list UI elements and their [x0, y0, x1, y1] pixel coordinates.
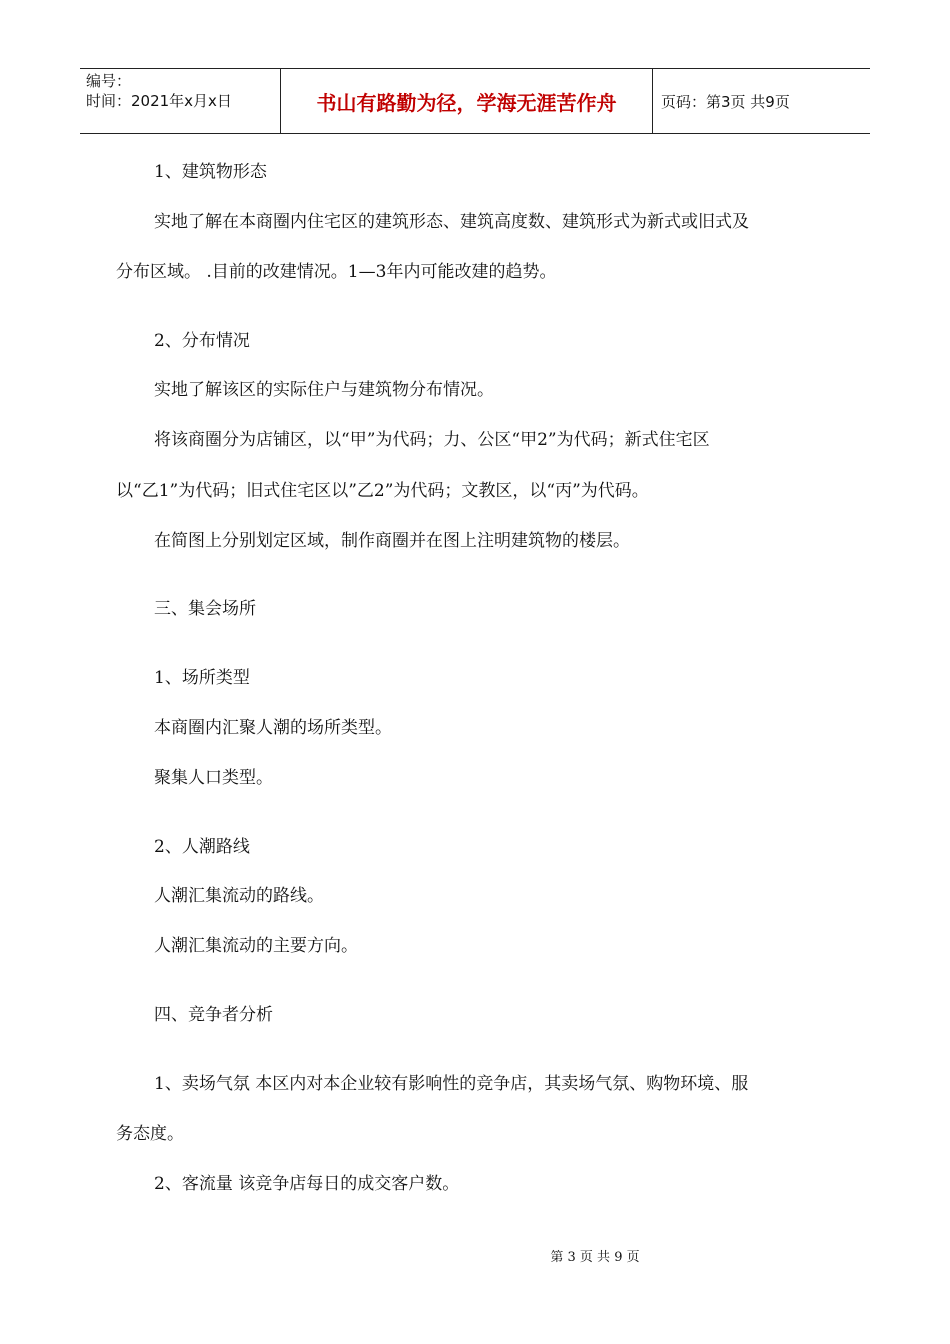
document-date: 时间：2021年x月x日 [86, 92, 232, 110]
heading-building-form: 1、建筑物形态 [154, 162, 267, 182]
heading-distribution: 2、分布情况 [154, 331, 250, 351]
document-header [80, 68, 870, 134]
section-heading-competitor-analysis: 四、竞争者分析 [154, 1005, 273, 1025]
paragraph-line: 人潮汇集流动的路线。 [154, 886, 324, 906]
section-heading-gathering-places: 三、集会场所 [154, 599, 256, 619]
paragraph-line: 务态度。 [116, 1124, 184, 1144]
paragraph-line: 实地了解该区的实际住户与建筑物分布情况。 [154, 380, 494, 400]
paragraph-line: 将该商圈分为店铺区，以“甲”为代码；力、公区“甲2”为代码；新式住宅区 [154, 430, 710, 450]
header-page-number: 页码：第3页 共9页 [661, 92, 790, 111]
header-motto: 书山有路勤为径，学海无涯苦作舟 [281, 69, 653, 133]
paragraph-line: 以“乙1”为代码；旧式住宅区以”乙2”为代码；文教区，以“丙”为代码。 [116, 481, 649, 501]
paragraph-line: 2、客流量 该竞争店每日的成交客户数。 [154, 1174, 460, 1194]
page-footer: 第 3 页 共 9 页 [550, 1250, 640, 1265]
header-meta [80, 69, 281, 133]
paragraph-line: 分布区域。 .目前的改建情况。1—3年内可能改建的趋势。 [116, 262, 557, 282]
heading-crowd-routes: 2、人潮路线 [154, 837, 250, 857]
paragraph-line: 聚集人口类型。 [154, 768, 273, 788]
heading-place-types: 1、场所类型 [154, 668, 250, 688]
paragraph-line: 本商圈内汇聚人潮的场所类型。 [154, 718, 392, 738]
paragraph-line: 人潮汇集流动的主要方向。 [154, 936, 358, 956]
paragraph-line: 1、卖场气氛 本区内对本企业较有影响性的竞争店，其卖场气氛、购物环境、服 [154, 1074, 749, 1094]
paragraph-line: 实地了解在本商圈内住宅区的建筑形态、建筑高度数、建筑形式为新式或旧式及 [154, 212, 749, 232]
paragraph-line: 在简图上分别划定区域，制作商圈并在图上注明建筑物的楼层。 [154, 531, 630, 551]
document-number: 编号： [86, 72, 132, 90]
